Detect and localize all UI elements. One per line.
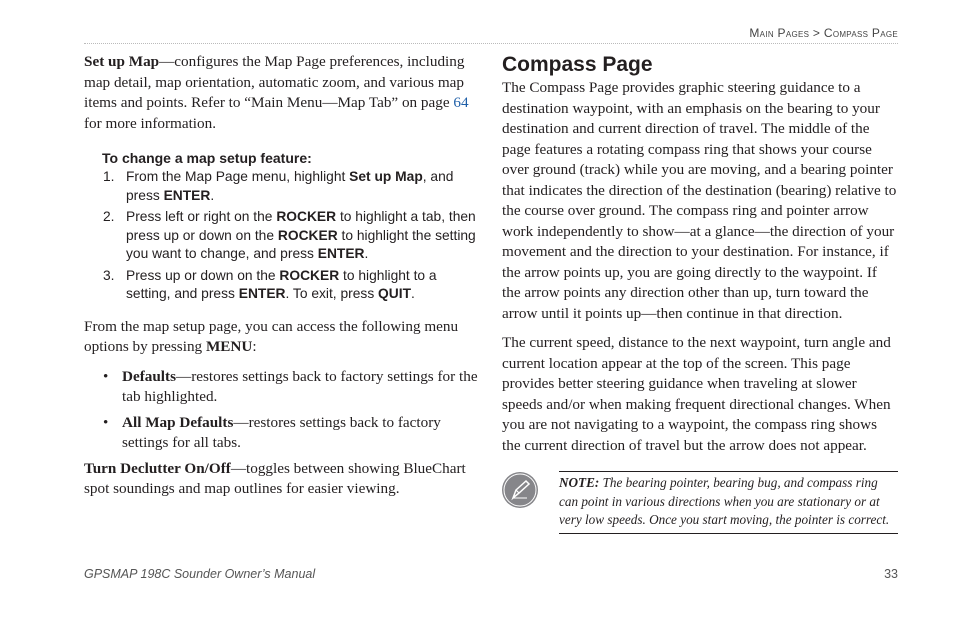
step-text: , and press bbox=[126, 169, 454, 203]
menu-intro-text: From the map setup page, you can access the following menu options by pressing bbox=[84, 317, 459, 355]
declutter-text: —toggles between showing BlueChart spot soundings and map outlines for easier viewing. bbox=[84, 459, 466, 497]
step-key: ENTER bbox=[238, 286, 286, 301]
note-text: The bearing pointer, bearing bug, and compass ring can point in various directions when you are stationary or at very low speeds. Once you start moving, the pointer is correct. bbox=[559, 475, 890, 527]
step-text: . bbox=[411, 286, 415, 301]
menu-option-item bbox=[84, 413, 482, 454]
procedure-title: To change a map setup feature: bbox=[102, 150, 312, 166]
compass-paragraph-2: The current speed, distance to the next waypoint, turn angle and current location appear at the top of the screen. This page provides better steering guidance when traveling at slower speeds and/or when making frequent directional changes. When you are not navigating to a waypoint, the compass ring shows the current direction of travel but the arrow does not appear. bbox=[502, 334, 891, 454]
procedure-step bbox=[84, 168, 482, 205]
setup-map-term: Set up Map bbox=[84, 53, 160, 70]
step-text: to highlight the setting you want to change, and press bbox=[126, 227, 476, 261]
bullet-icon: • bbox=[103, 413, 109, 431]
step-key: ENTER bbox=[163, 187, 211, 203]
left-column bbox=[84, 52, 482, 500]
setup-map-text: —configures the Map Page preferences, including map detail, map orientation, automatic zoom, and various map items and points. Refer to “Main Menu—Map Tab” on page bbox=[84, 53, 465, 111]
footer-manual-title: GPSMAP 198C Sounder Owner’s Manual bbox=[84, 567, 316, 581]
header-divider bbox=[84, 43, 898, 44]
step-key: ROCKER bbox=[276, 209, 337, 224]
right-column bbox=[502, 52, 898, 527]
step-text: From the Map Page menu, highlight bbox=[126, 169, 350, 184]
note-pencil-icon bbox=[502, 472, 538, 508]
menu-key: MENU bbox=[205, 338, 253, 355]
menu-option-text: —restores settings back to factory settings for all tabs. bbox=[122, 413, 441, 451]
step-text: . To exit, press bbox=[285, 286, 379, 301]
step-text: Press up or down on the bbox=[126, 267, 280, 283]
procedure-steps bbox=[84, 168, 482, 304]
menu-option-term: Defaults bbox=[122, 367, 176, 385]
declutter-paragraph bbox=[84, 459, 482, 500]
step-key: ENTER bbox=[317, 246, 365, 261]
menu-option-text: —restores settings back to factory settings for the tab highlighted. bbox=[122, 367, 478, 405]
step-key: ROCKER bbox=[279, 267, 340, 283]
footer-page-number: 33 bbox=[884, 567, 898, 581]
bullet-icon: • bbox=[103, 367, 109, 385]
note-box bbox=[559, 471, 898, 534]
step-key: QUIT bbox=[378, 286, 412, 301]
step-number: 3. bbox=[103, 267, 115, 283]
step-text: to highlight a tab, then press up or down on the bbox=[126, 209, 476, 243]
procedure-step bbox=[84, 267, 482, 304]
step-number: 2. bbox=[103, 209, 115, 224]
menu-intro-paragraph bbox=[84, 317, 482, 358]
menu-option-item bbox=[84, 367, 482, 408]
setup-map-paragraph bbox=[84, 52, 482, 134]
breadcrumb: Main Pages > Compass Page bbox=[749, 26, 898, 40]
menu-options-list bbox=[84, 367, 482, 454]
step-key: ROCKER bbox=[277, 227, 338, 243]
step-text: . bbox=[210, 187, 215, 203]
menu-option-term: All Map Defaults bbox=[122, 413, 234, 431]
step-number: 1. bbox=[103, 169, 115, 184]
section-heading: Compass Page bbox=[502, 53, 653, 76]
step-text: Press left or right on the bbox=[126, 209, 277, 224]
setup-map-text-after: for more information. bbox=[84, 114, 217, 132]
step-text: to highlight to a setting, and press bbox=[126, 267, 437, 301]
procedure-step bbox=[84, 208, 482, 264]
menu-intro-colon: : bbox=[252, 338, 257, 355]
declutter-term: Turn Declutter On/Off bbox=[84, 459, 231, 477]
page-link[interactable]: 64 bbox=[453, 94, 469, 111]
step-text: . bbox=[364, 246, 369, 261]
compass-paragraph-1: The Compass Page provides graphic steering guidance to a destination waypoint, with an emphasis on the bearing to your destination and current direction of travel. The middle of the page features a rotating compass ring that shows your course over ground (track) while you are moving, and a bearing pointer that indicates the direction of the destination (bearing) relative to the course over ground. The compass ring and pointer arrow work independently to show—at a glance—the direction of your movement and the direction to your destination. For instance, if the arrow points up, you are going directly to the waypoint. If the arrow points any direction other than up, turn toward the arrow until it points up—then continue in that direction. bbox=[502, 79, 897, 322]
step-key: Set up Map bbox=[349, 169, 423, 184]
note-label: NOTE: bbox=[559, 475, 600, 490]
